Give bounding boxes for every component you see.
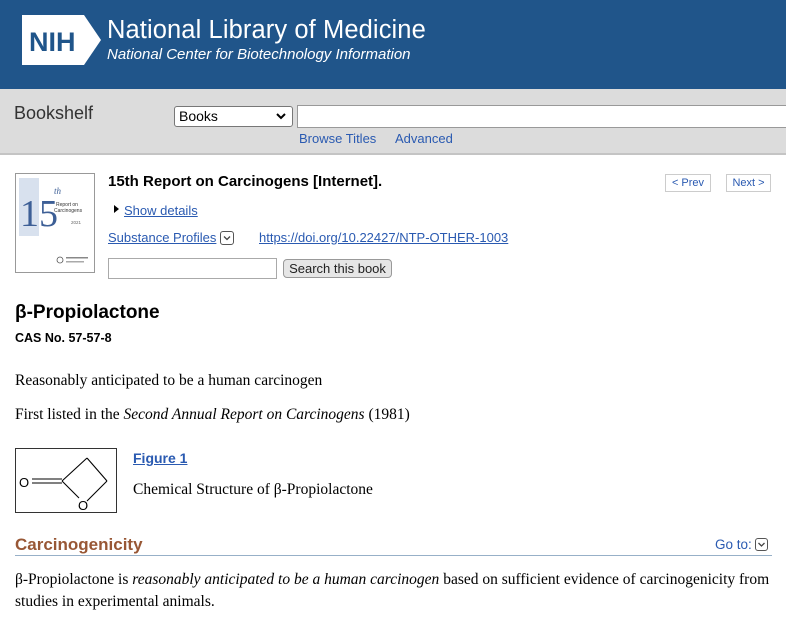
book-title: 15th Report on Carcinogens [Internet].	[108, 173, 383, 190]
listing-status: Reasonably anticipated to be a human carcinogen	[15, 372, 323, 389]
show-details-label: Show details	[124, 203, 198, 218]
svg-text:NIH: NIH	[29, 27, 76, 57]
svg-text:Report on: Report on	[56, 202, 78, 208]
para-suffix: based on sufficient evidence of carcinogenicity from studies in experimental animals.	[15, 571, 770, 610]
figure-caption: Chemical Structure of β-Propiolactone	[133, 481, 373, 498]
goto-menu[interactable]	[715, 537, 768, 552]
substance-profiles-label: Substance Profiles	[108, 230, 217, 245]
show-details-toggle[interactable]	[114, 203, 198, 218]
bookshelf-search-bar	[0, 89, 786, 155]
substance-profiles-menu[interactable]	[108, 230, 234, 245]
chevron-down-icon	[275, 110, 287, 122]
first-listed-text	[15, 406, 410, 424]
cas-number: CAS No. 57-57-8	[15, 331, 112, 345]
svg-text:th: th	[54, 186, 62, 196]
bookshelf-label[interactable]: Bookshelf	[14, 103, 94, 123]
section-divider	[15, 555, 772, 556]
book-cover-art	[16, 174, 94, 272]
nlm-title[interactable]: National Library of Medicine	[107, 16, 426, 44]
figure-1-link[interactable]: Figure 1	[133, 450, 188, 466]
advanced-search-link[interactable]: Advanced	[395, 131, 453, 146]
disclosure-triangle-icon	[114, 205, 119, 213]
figure-thumbnail[interactable]	[15, 448, 117, 513]
search-term-input[interactable]	[297, 105, 786, 128]
ncbi-subtitle: National Center for Biotechnology Information	[107, 46, 411, 63]
doi-link[interactable]: https://doi.org/10.22427/NTP-OTHER-1003	[259, 230, 509, 245]
svg-text:15: 15	[20, 193, 58, 235]
first-listed-prefix: First listed in the	[15, 406, 124, 423]
svg-text:2021: 2021	[71, 220, 82, 225]
first-listed-year: (1981)	[364, 406, 410, 423]
carcinogenicity-paragraph	[15, 569, 775, 613]
page-title: β-Propiolactone	[15, 302, 160, 323]
search-this-book-button[interactable]: Search this book	[283, 259, 392, 278]
propiolactone-structure-diagram	[16, 449, 116, 512]
chevron-down-icon	[220, 231, 234, 245]
section-heading-carcinogenicity: Carcinogenicity	[15, 535, 143, 554]
report-name: Second Annual Report on Carcinogens	[123, 406, 365, 423]
nlm-banner	[0, 0, 786, 89]
svg-text:Carcinogens: Carcinogens	[54, 208, 83, 214]
book-cover-image[interactable]	[15, 173, 95, 273]
search-this-book-input[interactable]	[108, 258, 277, 279]
prev-page-button[interactable]: < Prev	[665, 174, 711, 192]
browse-titles-link[interactable]: Browse Titles	[299, 131, 377, 146]
database-select-value: Books	[179, 108, 218, 124]
database-select[interactable]	[174, 106, 293, 127]
nih-logo[interactable]	[22, 15, 101, 65]
next-page-button[interactable]: Next >	[726, 174, 771, 192]
chevron-down-icon	[755, 538, 768, 551]
para-emphasis: reasonably anticipated to be a human carcinogen	[132, 571, 440, 588]
goto-label: Go to:	[715, 537, 752, 552]
svg-text:O: O	[19, 475, 30, 490]
svg-text:O: O	[78, 498, 89, 512]
para-prefix: β-Propiolactone is	[15, 571, 133, 588]
